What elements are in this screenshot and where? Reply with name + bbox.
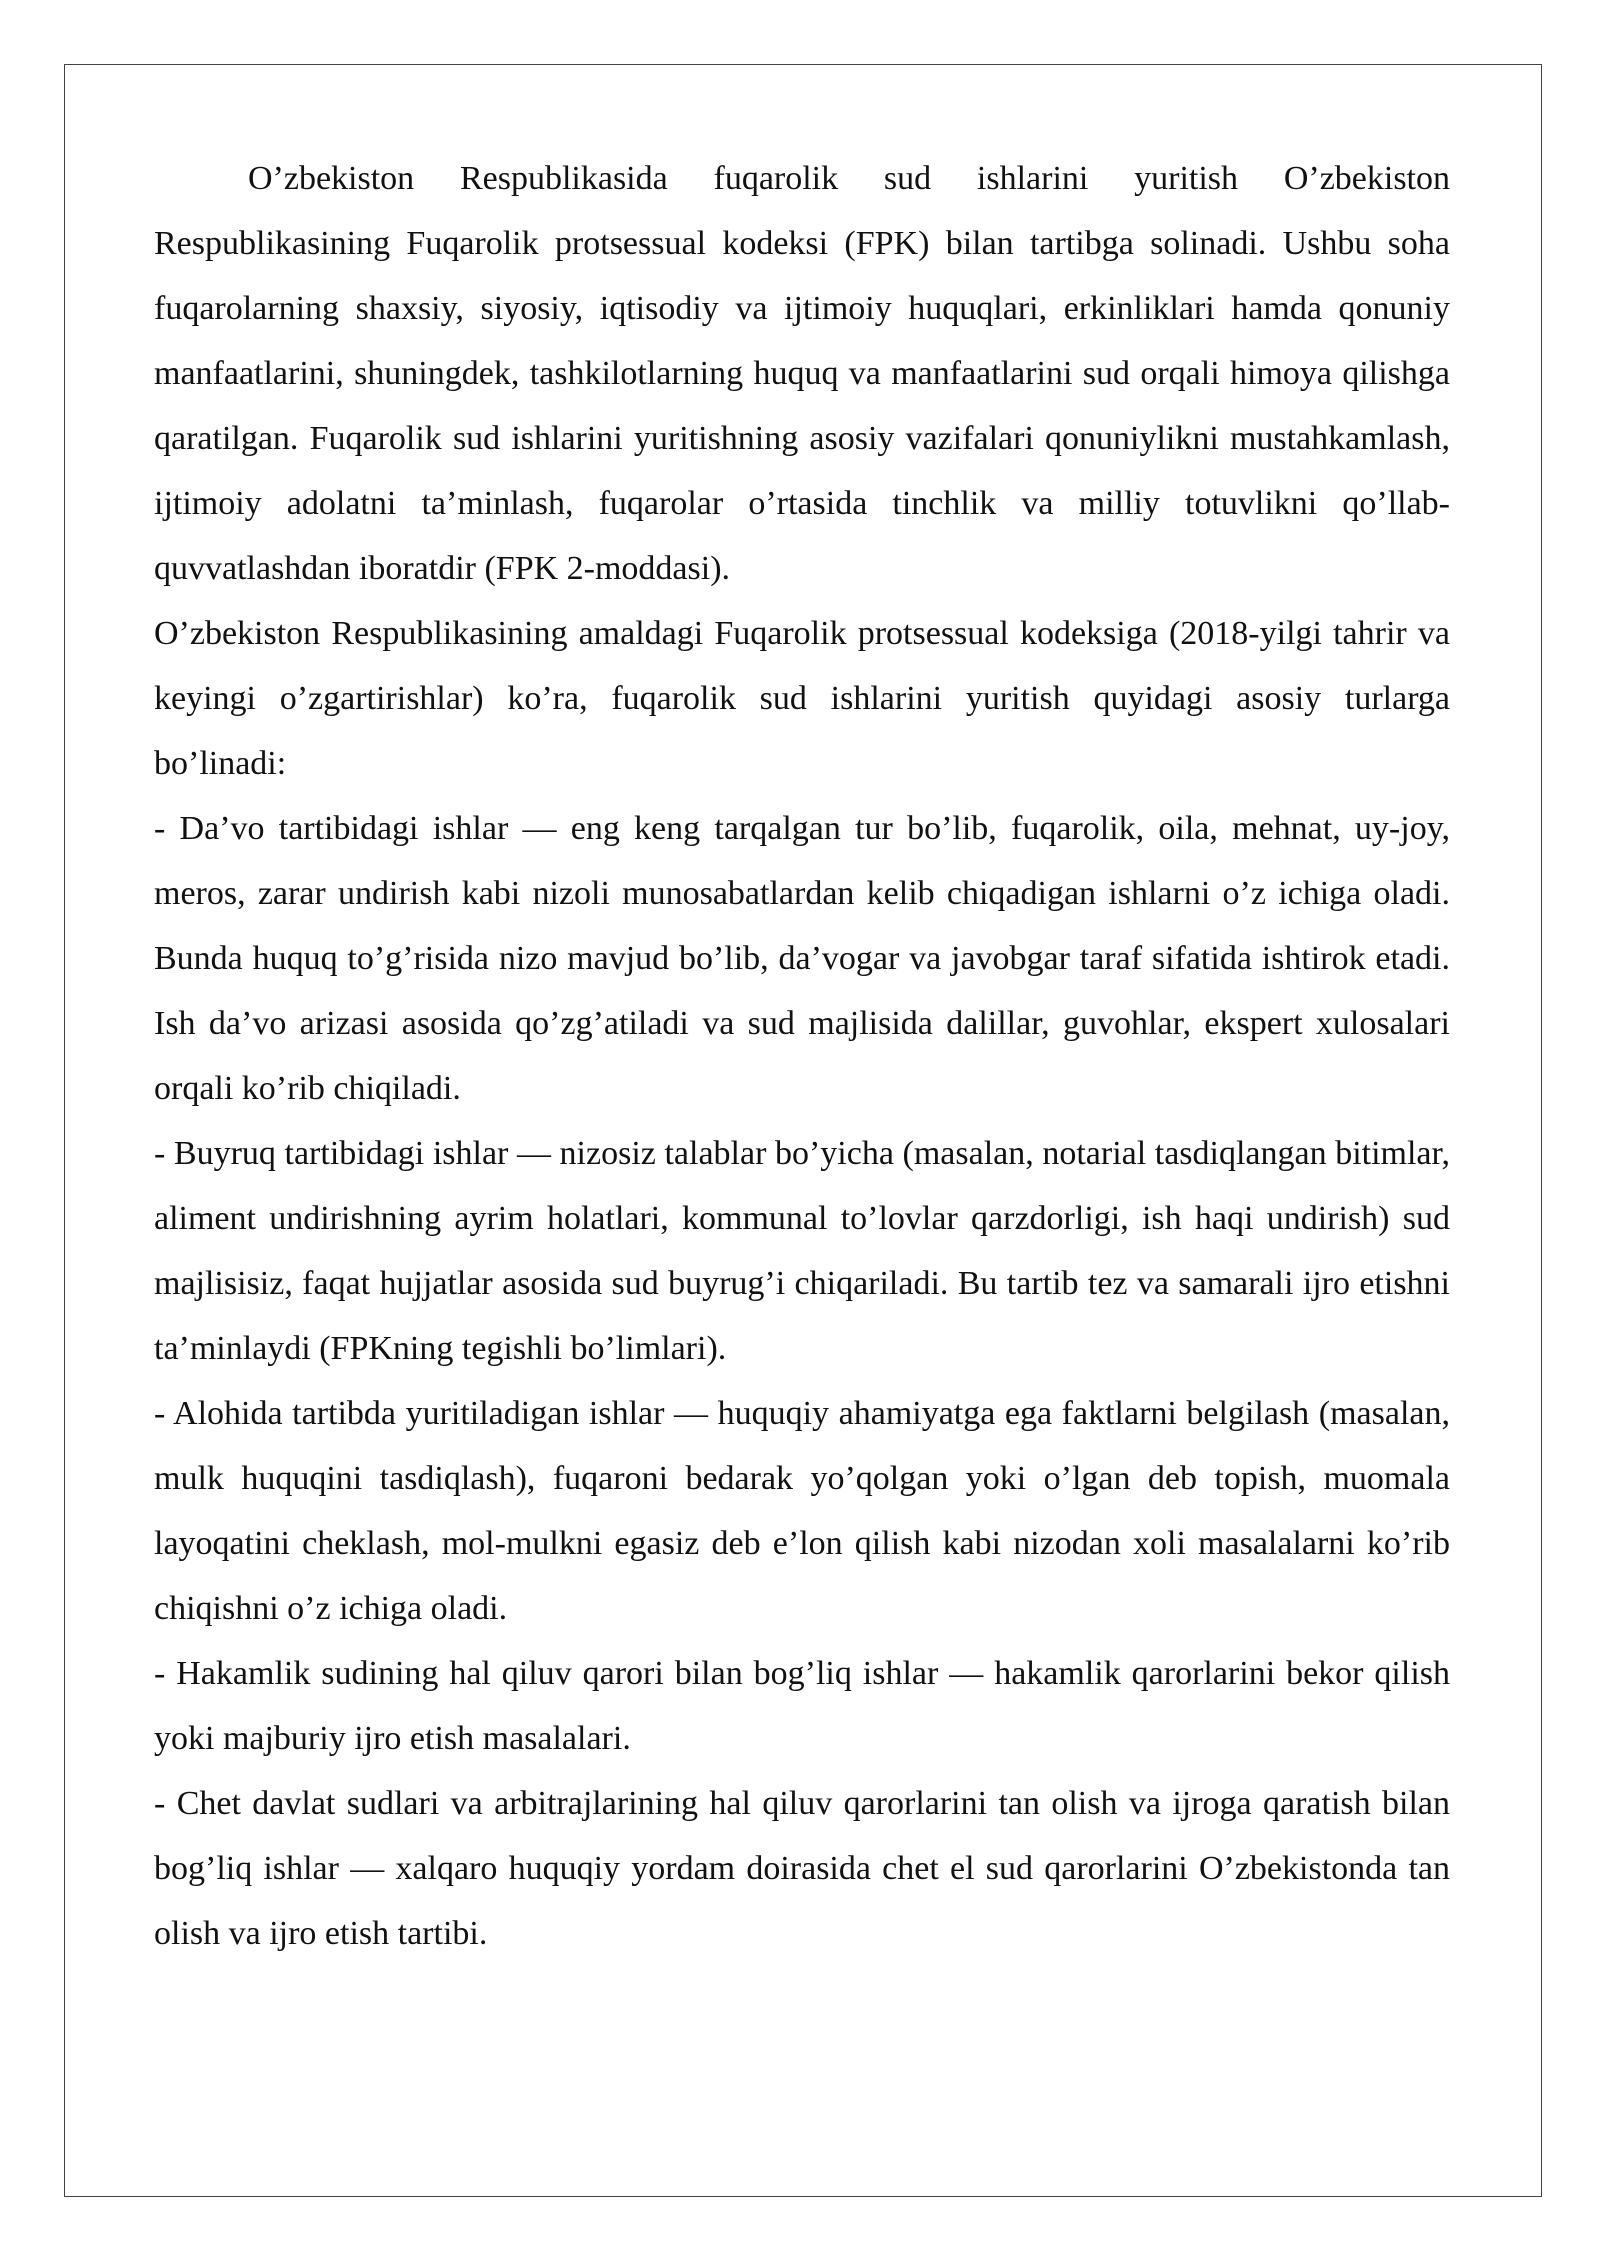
document-body [154, 146, 1450, 1966]
list-item-foreign-judgments: - Chet davlat sudlari va arbitrajlarining hal qiluv qarorlarini tan olish va ijroga qaratish bilan bog’liq ishlar — xalqaro huquqiy yordam doirasida chet el sud qarorlarini O’zbekistonda tan olish va ijro etish tartibi. [154, 1785, 1450, 1952]
list-item-order-proceedings: - Buyruq tartibidagi ishlar — nizosiz talablar bo’yicha (masalan, notarial tasdiqlangan bitimlar, aliment undirishning ayrim holatlari, kommunal to’lovlar qarzdorligi, ish haqi undirish) sud majlisisiz, faqat hujjatlar asosida sud buyrug’i chiqariladi. Bu tartib tez va samarali ijro etishni ta’minlaydi (FPKning tegishli bo’limlari). [154, 1135, 1450, 1367]
list-item-arbitration-cases: - Hakamlik sudining hal qiluv qarori bilan bog’liq ishlar — hakamlik qarorlarini bekor qilish yoki majburiy ijro etish masalalari. [154, 1655, 1450, 1757]
list-item-claim-proceedings: - Da’vo tartibidagi ishlar — eng keng tarqalgan tur bo’lib, fuqarolik, oila, mehnat, uy-joy, meros, zarar undirish kabi nizoli munosabatlardan kelib chiqadigan ishlarni o’z ichiga oladi. Bunda huquq to’g’risida nizo mavjud bo’lib, da’vogar va javobgar taraf sifatida ishtirok etadi. Ish da’vo arizasi asosida qo’zg’atiladi va sud majlisida dalillar, guvohlar, ekspert xulosalari orqali ko’rib chiqiladi. [154, 810, 1450, 1107]
paragraph-intro: O’zbekiston Respublikasida fuqarolik sud ishlarini yuritish O’zbekiston Respublikasining Fuqarolik protsessual kodeksi (FPK) bilan tartibga solinadi. Ushbu soha fuqarolarning shaxsiy, siyosiy, iqtisodiy va ijtimoiy huquqlari, erkinliklari hamda qonuniy manfaatlarini, shuningdek, tashkilotlarning huquq va manfaatlarini sud orqali himoya qilishga qaratilgan. Fuqarolik sud ishlarini yuritishning asosiy vazifalari qonuniylikni mustahkamlash, ijtimoiy adolatni ta’minlash, fuqarolar o’rtasida tinchlik va milliy totuvlikni qo’llab-quvvatlashdan iboratdir (FPK 2-moddasi). [154, 160, 1450, 587]
paragraph-types-intro: O’zbekiston Respublikasining amaldagi Fuqarolik protsessual kodeksiga (2018-yilgi tahrir va keyingi o’zgartirishlar) ko’ra, fuqarolik sud ishlarini yuritish quyidagi asosiy turlarga bo’linadi: [154, 615, 1450, 782]
list-item-special-proceedings: - Alohida tartibda yuritiladigan ishlar — huquqiy ahamiyatga ega faktlarni belgilash (masalan, mulk huquqini tasdiqlash), fuqaroni bedarak yo’qolgan yoki o’lgan deb topish, muomala layoqatini cheklash, mol-mulkni egasiz deb e’lon qilish kabi nizodan xoli masalalarni ko’rib chiqishni o’z ichiga oladi. [154, 1395, 1450, 1627]
